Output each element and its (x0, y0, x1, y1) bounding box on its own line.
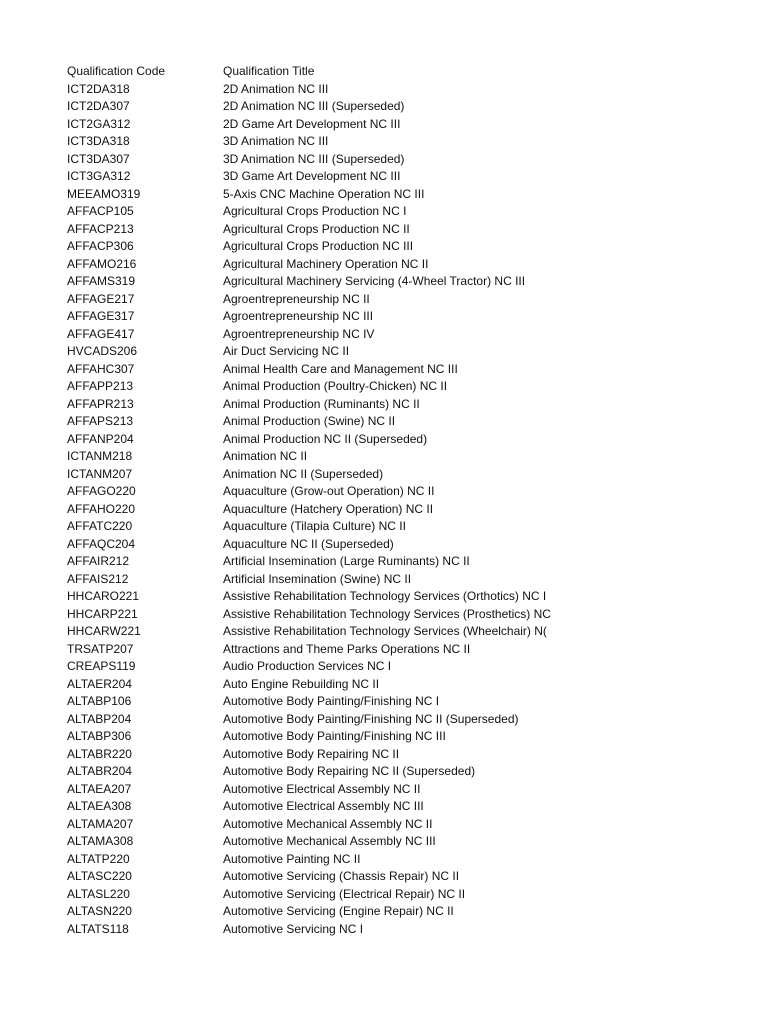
qualification-code-cell: AFFANP204 (67, 431, 134, 446)
table-row (67, 886, 569, 904)
qualification-title-cell: Automotive Electrical Assembly NC II (223, 781, 421, 796)
qualification-code-cell: AFFACP213 (67, 221, 134, 236)
qualification-code-cell: ALTABP306 (67, 729, 132, 743)
table-row (67, 711, 569, 729)
qualification-code-cell: ICT3DA307 (67, 151, 130, 166)
table-row (67, 921, 569, 939)
qualification-title-cell: 3D Animation NC III (223, 134, 329, 148)
table-row (67, 466, 569, 484)
qualification-title-cell: Attractions and Theme Parks Operations NC II (223, 641, 471, 656)
qualification-title-cell: Agricultural Machinery Operation NC II (223, 256, 429, 271)
qualification-code-cell: AFFACP306 (67, 239, 134, 253)
qualification-title-cell: 3D Game Art Development NC III (223, 169, 401, 183)
table-row (67, 98, 569, 116)
qualification-code-cell: ALTASN220 (67, 904, 132, 918)
qualification-code-cell: ALTAMA207 (67, 816, 134, 831)
qualification-code-cell: HHCARO221 (67, 589, 140, 603)
qualification-title-cell: Agroentrepreneurship NC III (223, 309, 374, 323)
qualification-code-cell: ALTASL220 (67, 886, 130, 901)
qualification-code-cell: AFFAMS319 (67, 274, 136, 288)
table-row (67, 658, 569, 676)
table-row (67, 676, 569, 694)
table-row (67, 413, 569, 431)
table-row (67, 606, 569, 624)
qualification-title-cell: Automotive Body Repairing NC II (Superseded) (223, 764, 476, 778)
qualification-title-cell: Automotive Body Painting/Finishing NC II (Superseded) (223, 711, 519, 726)
table-row (67, 868, 569, 886)
qualification-code-cell: ALTATP220 (67, 851, 130, 866)
qualification-code-cell: ALTATS118 (67, 921, 129, 936)
table-row (67, 483, 569, 501)
qualification-code-cell: ICT3DA318 (67, 134, 130, 148)
qualification-title-cell: Agricultural Crops Production NC III (223, 239, 414, 253)
qualification-code-cell: ALTAEA207 (67, 781, 132, 796)
table-row (67, 518, 569, 536)
qualification-code-cell: AFFAHO220 (67, 501, 136, 516)
qualification-title-cell: Agroentrepreneurship NC II (223, 291, 370, 306)
qualification-title-cell: Automotive Painting NC II (223, 851, 361, 866)
qualification-title-cell: Animation NC II (Superseded) (223, 466, 384, 481)
table-row (67, 273, 569, 291)
qualification-code-cell: ALTASC220 (67, 869, 132, 883)
table-row (67, 728, 569, 746)
qualification-title-cell: Agroentrepreneurship NC IV (223, 326, 375, 341)
table-row (67, 151, 569, 169)
qualification-title-cell: Aquaculture NC II (Superseded) (223, 536, 394, 551)
column-header-title: Qualification Title (223, 64, 315, 78)
table-row (67, 431, 569, 449)
qualification-title-cell: Agricultural Crops Production NC II (223, 221, 410, 236)
qualification-title-cell: Air Duct Servicing NC II (223, 344, 350, 358)
qualification-code-cell: MEEAMO319 (67, 186, 141, 201)
table-row (67, 186, 569, 204)
table-row (67, 851, 569, 869)
table-row (67, 501, 569, 519)
qualification-title-cell: Agricultural Machinery Servicing (4-Wheel Tractor) NC III (223, 274, 526, 288)
qualification-code-cell: ALTAMA308 (67, 834, 134, 848)
qualification-title-cell: Animal Production NC II (Superseded) (223, 431, 428, 446)
qualification-code-cell: TRSATP207 (67, 641, 134, 656)
qualification-code-cell: ALTABP204 (67, 711, 132, 726)
table-body (67, 81, 569, 939)
table-row (67, 623, 569, 641)
qualification-title-cell: Automotive Electrical Assembly NC III (223, 799, 424, 813)
table-row (67, 116, 569, 134)
qualification-code-cell: AFFAIR212 (67, 554, 130, 568)
qualification-code-cell: AFFAHC307 (67, 361, 135, 376)
qualification-code-cell: ICTANM218 (67, 449, 133, 463)
qualification-code-cell: ALTAEA308 (67, 799, 132, 813)
column-header-code: Qualification Code (67, 64, 166, 78)
qualification-code-cell: AFFAMO216 (67, 256, 137, 271)
qualification-title-cell: Automotive Body Painting/Finishing NC III (223, 729, 446, 743)
table-row (67, 343, 569, 361)
qualification-title-cell: Automotive Servicing NC I (223, 921, 364, 936)
table-row (67, 903, 569, 921)
qualification-title-cell: 2D Game Art Development NC III (223, 116, 401, 131)
qualification-title-cell: Automotive Servicing (Chassis Repair) NC II (223, 869, 460, 883)
qualification-title-cell: Assistive Rehabilitation Technology Services (Orthotics) NC I (223, 589, 547, 603)
qualification-title-cell: 2D Animation NC III (223, 81, 329, 96)
qualification-code-cell: AFFAGO220 (67, 484, 136, 498)
table-row (67, 168, 569, 186)
table-row (67, 396, 569, 414)
table-row (67, 291, 569, 309)
table-row (67, 203, 569, 221)
qualification-title-cell: Animal Production (Poultry-Chicken) NC II (223, 379, 448, 393)
qualification-title-cell: Animal Health Care and Management NC III (223, 361, 458, 376)
table-row (67, 571, 569, 589)
qualification-code-cell: ALTABR220 (67, 746, 132, 761)
table-row (67, 378, 569, 396)
qualification-title-cell: Aquaculture (Tilapia Culture) NC II (223, 519, 406, 533)
table-header-row (67, 63, 569, 81)
table-row (67, 833, 569, 851)
qualification-code-cell: AFFAGE317 (67, 309, 135, 323)
qualification-title-cell: Animal Production (Ruminants) NC II (223, 396, 420, 411)
qualification-title-cell: 3D Animation NC III (Superseded) (223, 151, 405, 166)
qualification-title-cell: Automotive Body Repairing NC II (223, 746, 400, 761)
qualification-code-cell: ICT2DA307 (67, 99, 130, 113)
table-row (67, 816, 569, 834)
table-row (67, 448, 569, 466)
qualification-code-cell: ICTANM207 (67, 466, 133, 481)
table-row (67, 746, 569, 764)
qualification-title-cell: Aquaculture (Hatchery Operation) NC II (223, 501, 434, 516)
qualification-code-cell: AFFAPR213 (67, 396, 134, 411)
table-row (67, 221, 569, 239)
table-row (67, 81, 569, 99)
table-row (67, 256, 569, 274)
qualification-code-cell: CREAPS119 (67, 659, 136, 673)
table-row (67, 133, 569, 151)
qualification-code-cell: AFFAGE417 (67, 326, 135, 341)
qualification-table (67, 63, 569, 938)
qualification-title-cell: Animal Production (Swine) NC II (223, 414, 396, 428)
qualification-title-cell: Artificial Insemination (Large Ruminants) NC II (223, 554, 470, 568)
table-row (67, 238, 569, 256)
table-row (67, 536, 569, 554)
qualification-code-cell: ALTAER204 (67, 676, 132, 691)
table-row (67, 781, 569, 799)
table-row (67, 308, 569, 326)
qualification-title-cell: Agricultural Crops Production NC I (223, 204, 407, 218)
qualification-code-cell: AFFAIS212 (67, 571, 129, 586)
table-row (67, 798, 569, 816)
qualification-title-cell: 5-Axis CNC Machine Operation NC III (223, 186, 425, 201)
qualification-title-cell: Audio Production Services NC I (223, 659, 392, 673)
qualification-title-cell: Automotive Mechanical Assembly NC III (223, 834, 436, 848)
qualification-code-cell: ICT2GA312 (67, 116, 131, 131)
qualification-title-cell: Assistive Rehabilitation Technology Services (Wheelchair) N( (223, 624, 547, 638)
qualification-code-cell: AFFAPP213 (67, 379, 134, 393)
qualification-code-cell: ICT2DA318 (67, 81, 130, 96)
qualification-title-cell: Automotive Body Painting/Finishing NC I (223, 694, 440, 708)
qualification-code-cell: HHCARP221 (67, 606, 138, 621)
qualification-code-cell: HHCARW221 (67, 624, 141, 638)
qualification-title-cell: Assistive Rehabilitation Technology Services (Prosthetics) NC (223, 606, 551, 621)
qualification-code-cell: HVCADS206 (67, 344, 138, 358)
qualification-title-cell: Automotive Servicing (Engine Repair) NC II (223, 904, 454, 918)
qualification-code-cell: ALTABR204 (67, 764, 132, 778)
table-row (67, 326, 569, 344)
qualification-code-cell: AFFAPS213 (67, 414, 134, 428)
qualification-code-cell: AFFAQC204 (67, 536, 136, 551)
qualification-code-cell: AFFATC220 (67, 519, 133, 533)
qualification-title-cell: 2D Animation NC III (Superseded) (223, 99, 405, 113)
table-row (67, 641, 569, 659)
qualification-title-cell: Auto Engine Rebuilding NC II (223, 676, 380, 691)
table-row (67, 361, 569, 379)
qualification-title-cell: Automotive Mechanical Assembly NC II (223, 816, 433, 831)
qualification-title-cell: Animation NC II (223, 449, 308, 463)
table-row (67, 763, 569, 781)
qualification-code-cell: AFFAGE217 (67, 291, 135, 306)
table-row (67, 553, 569, 571)
table-row (67, 693, 569, 711)
table-row (67, 588, 569, 606)
qualification-code-cell: AFFACP105 (67, 204, 134, 218)
qualification-title-cell: Automotive Servicing (Electrical Repair) NC II (223, 886, 466, 901)
qualification-code-cell: ALTABP106 (67, 694, 132, 708)
qualification-code-cell: ICT3GA312 (67, 169, 131, 183)
qualification-title-cell: Artificial Insemination (Swine) NC II (223, 571, 412, 586)
qualification-title-cell: Aquaculture (Grow-out Operation) NC II (223, 484, 435, 498)
